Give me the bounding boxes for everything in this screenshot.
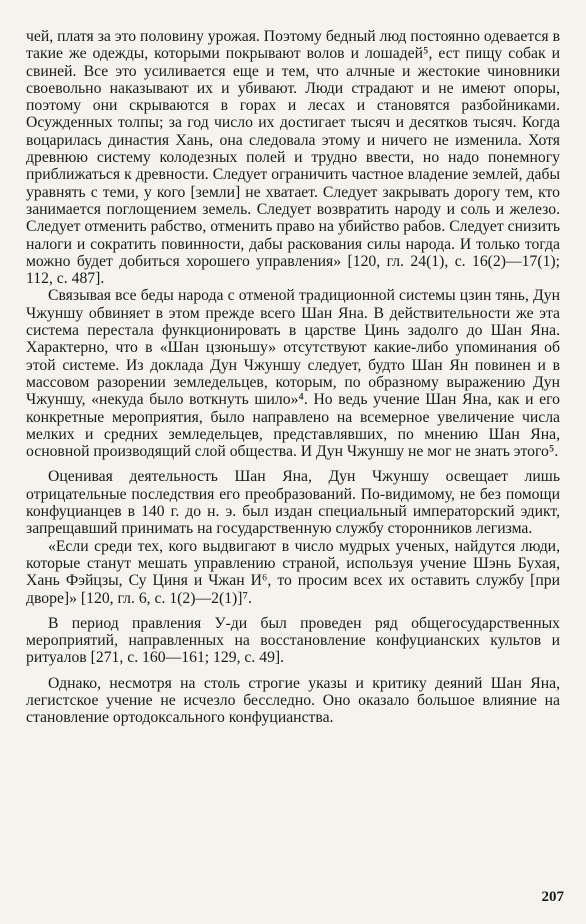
paragraph-edict-quote: «Если среди тех, кого выдвигают в число мудрых ученых, найдутся люди, которые станут мешать управлению страной, используя учение Шэнь Бухая, Хань Фэйцзы, Су Циня и Чжан И⁶, то просим всех их оставить службу [при дворе]» [120, гл. 6, с. 1(2)—2(1)]⁷. (26, 537, 560, 607)
paragraph-continuation: чей, платя за это половину урожая. Поэтому бедный люд постоянно одевается в такие же одежды, которыми покрывают волов и лошадей⁵, ест пищу собак и свиней. Все это усиливается еще и тем, что алчные и жестокие чиновники своевольно наказывают их и убивают. Люди страдают и не имеют опоры, поэтому они скрываются в горах и лесах и становятся разбойниками. Осужденных толпы; за год число их достигает тысяч и десятков тысяч. Когда воцарилась династия Хань, она следовала этому и ничего не изменила. Хотя древнюю систему колодезных полей и трудно ввести, но надо понемногу приближаться к древности. Следует ограничить частное владение землей, дабы уравнять с теми, у кого [земли] не хватает. Следует закрывать дорогу тем, кто занимается поглощением земель. Следует возвратить народу и соль и железо. Следует отменить рабство, отменить право на убийство рабов. Следует снизить налоги и сократить повинности, дабы раскования силы народа. И только тогда можно будет добиться хорошего управления» [120, гл. 24(1), с. 16(2)—17(1); 112, с. 487]. (26, 28, 560, 288)
body-text (26, 28, 560, 727)
paragraph-conclusion: Однако, несмотря на столь строгие указы и критику деяний Шан Яна, легистское учение не исчезло бесследно. Оно оказало большое влияние на становление ортодоксального конфуцианства. (26, 674, 560, 727)
paragraph-dun-zhongshu: Связывая все беды народа с отменой традиционной системы цзин тянь, Дун Чжуншу обвиняет в этом прежде всего Шан Яна. В действительности же эта система перестала функционировать в царстве Цинь задолго до Шан Яна. Характерно, что в «Шан цзюньшу» отсутствуют какие-либо упоминания об этой системе. Из доклада Дун Чжуншу следует, будто Шан Ян повинен и в массовом разорении земледельцев, которым, по образному выражению Дун Чжуншу, «некуда было воткнуть шило»⁴. Но ведь учение Шан Яна, как и его конкретные мероприятия, было направлено на всемерное увеличение числа мелких и средних земледельцев, представлявших, по мнению Шан Яна, основной производящий слой общества. И Дун Чжуншу не мог не знать этого⁵. (26, 287, 560, 461)
paragraph-evaluation: Оценивая деятельность Шан Яна, Дун Чжуншу освещает лишь отрицательные последствия его преобразований. По-видимому, не без помощи конфуцианцев в 140 г. до н. э. был издан специальный императорский эдикт, запрещавший принимать на государственную службу сторонников легизма. (26, 468, 560, 538)
page-number: 207 (541, 889, 564, 905)
paragraph-wu-di: В период правления У-ди был проведен ряд общегосударственных мероприятий, направленных на восстановление конфуцианских культов и ритуалов [271, с. 160—161; 129, с. 49]. (26, 614, 560, 667)
